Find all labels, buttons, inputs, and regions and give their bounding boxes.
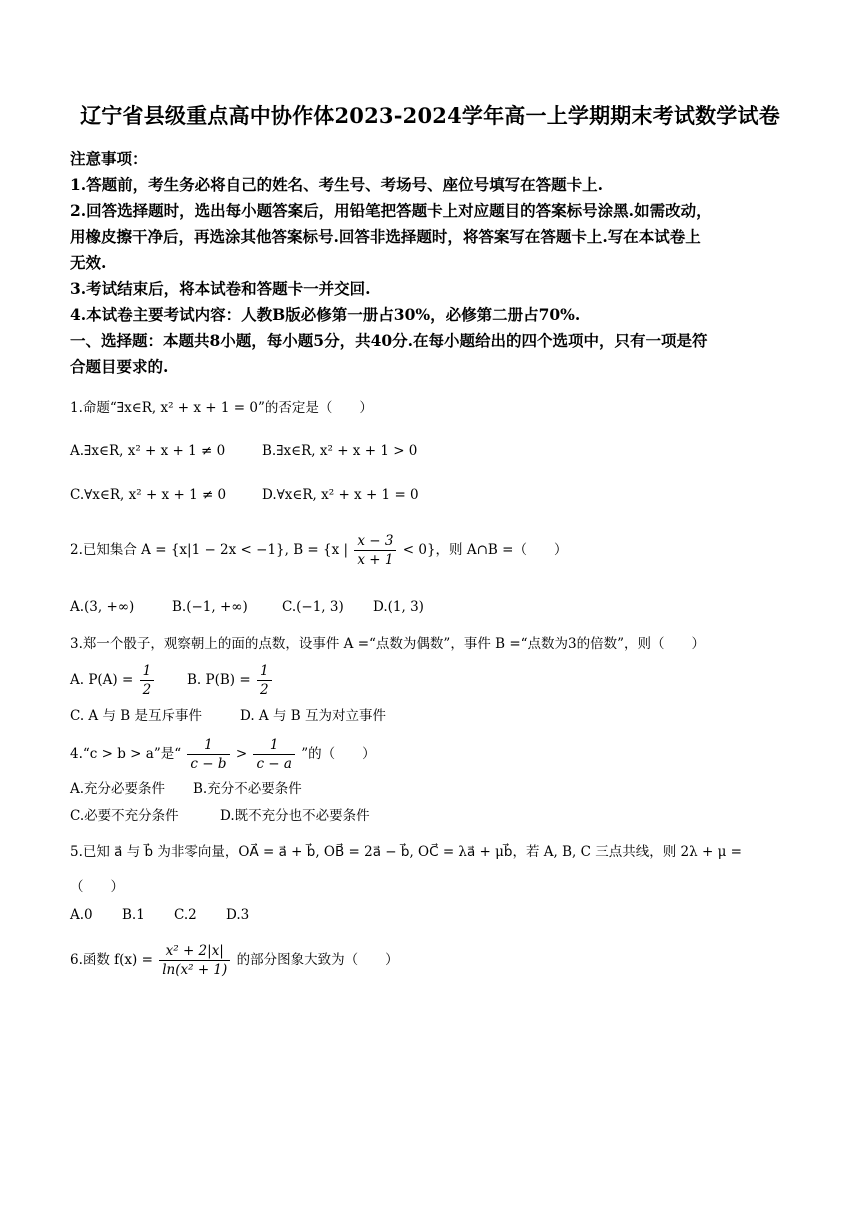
question-4-fraction-2 [253,736,295,773]
question-2-fraction-numerator: x − 3 [354,532,396,551]
question-3-option-b-fraction [257,662,272,699]
question-5-option-a: A.0 [70,907,93,923]
question-2-stem [70,532,800,569]
question-4-option-d: D.既不充分也不必要条件 [220,808,370,824]
question-1-option-c: C.∀x∈R, x² + x + 1 ≠ 0 [70,487,227,503]
question-2-option-d: D.(1, 3) [373,599,424,615]
question-4-fraction-1-denominator: c − b [190,756,227,772]
notice-item-2: 2.回答选择题时，选出每小题答案后，用铅笔把答题卡上对应题目的答案标号涂黑.如需改动， [70,201,712,220]
question-4-fraction-1 [187,736,229,773]
question-5-option-d: D.3 [226,907,250,923]
question-3-option-a-denominator: 2 [142,682,152,698]
question-3-option-a [70,662,156,699]
notice-item-4: 4.本试卷主要考试内容：人教B版必修第一册占30%，必修第二册占70%. [70,305,581,324]
notice-item-2-cont: 用橡皮擦干净后，再选涂其他答案标号.回答非选择题时，将答案写在答题卡上.写在本试卷上 [70,227,701,246]
question-2-option-b: B.(−1, +∞) [172,599,248,615]
question-6-fraction-numerator: x² + 2|x| [159,942,230,961]
question-3-option-d: D. A 与 B 互为对立事件 [240,708,386,724]
question-4-stem [70,736,800,773]
question-4-option-c: C.必要不充分条件 [70,808,179,824]
question-2-stem-pre: 2.已知集合 A = {x|1 − 2x < −1}, B = {x | [70,542,349,558]
question-2-fraction-denominator: x + 1 [357,552,394,568]
question-5-answer-paren: （ ） [70,879,124,895]
section-heading-line-1: 一、选择题：本题共8小题，每小题5分，共40分.在每小题给出的四个选项中，只有一项是符 [70,331,708,350]
question-6-fraction [159,942,230,979]
question-1-option-d: D.∀x∈R, x² + x + 1 = 0 [262,487,419,503]
question-4-fraction-2-numerator: 1 [253,736,295,755]
question-5-stem: 5.已知 a⃗ 与 b⃗ 为非零向量，OA⃗ = a⃗ + b⃗, OB⃗ = 2a⃗ − b⃗, OC⃗ = λa⃗ + μb⃗，若 A, B, C 三点共线，则 2λ + μ = [70,844,742,860]
question-5-option-c: C.2 [174,907,197,923]
notice-item-2-end: 无效. [70,253,107,272]
question-1-option-b: B.∃x∈R, x² + x + 1 > 0 [262,443,418,459]
question-4-stem-pre: 4.“c > b > a”是“ [70,746,182,762]
question-3-option-b [187,662,274,699]
question-3-option-b-numerator: 1 [257,662,272,681]
notice-item-3: 3.考试结束后，将本试卷和答题卡一并交回. [70,279,371,298]
question-6-fraction-denominator: ln(x² + 1) [162,962,228,978]
question-5-option-b: B.1 [122,907,145,923]
question-4-fraction-2-denominator: c − a [256,756,292,772]
question-2-fraction [354,532,396,569]
notice-heading: 注意事项： [70,149,148,168]
question-1-option-a: A.∃x∈R, x² + x + 1 ≠ 0 [70,443,226,459]
question-3-option-b-denominator: 2 [259,682,269,698]
page-title: 辽宁省县级重点高中协作体2023-2024学年高一上学期期末考试数学试卷 [80,103,780,128]
question-4-greater-than: > [235,746,248,762]
question-3-option-b-label: B. P(B) = [187,672,251,688]
question-4-fraction-1-numerator: 1 [187,736,229,755]
question-3-option-c: C. A 与 B 是互斥事件 [70,708,202,724]
question-4-option-b: B.充分不必要条件 [193,781,302,797]
question-3-option-a-numerator: 1 [140,662,155,681]
question-2-option-c: C.(−1, 3) [282,599,344,615]
question-4-stem-post: ”的（ ） [301,746,376,762]
section-heading-line-2: 合题目要求的. [70,357,169,376]
notice-item-1: 1.答题前，考生务必将自己的姓名、考生号、考场号、座位号填写在答题卡上. [70,175,604,194]
question-2-stem-post: < 0}，则 A∩B =（ ） [402,542,568,558]
question-6-stem [70,942,800,979]
question-4-option-a: A.充分必要条件 [70,781,166,797]
question-3-option-a-label: A. P(A) = [70,672,134,688]
question-3-stem: 3.郑一个骰子，观察朝上的面的点数，设事件 A =“点数为偶数”，事件 B =“点数为3的倍数”，则（ ） [70,636,706,652]
question-6-stem-pre: 6.函数 f(x) = [70,952,153,968]
question-2-option-a: A.(3, +∞) [70,599,135,615]
question-3-option-a-fraction [140,662,155,699]
question-1-stem: 1.命题“∃x∈R, x² + x + 1 = 0”的否定是（ ） [70,400,373,416]
question-6-stem-post: 的部分图象大致为（ ） [236,952,399,968]
